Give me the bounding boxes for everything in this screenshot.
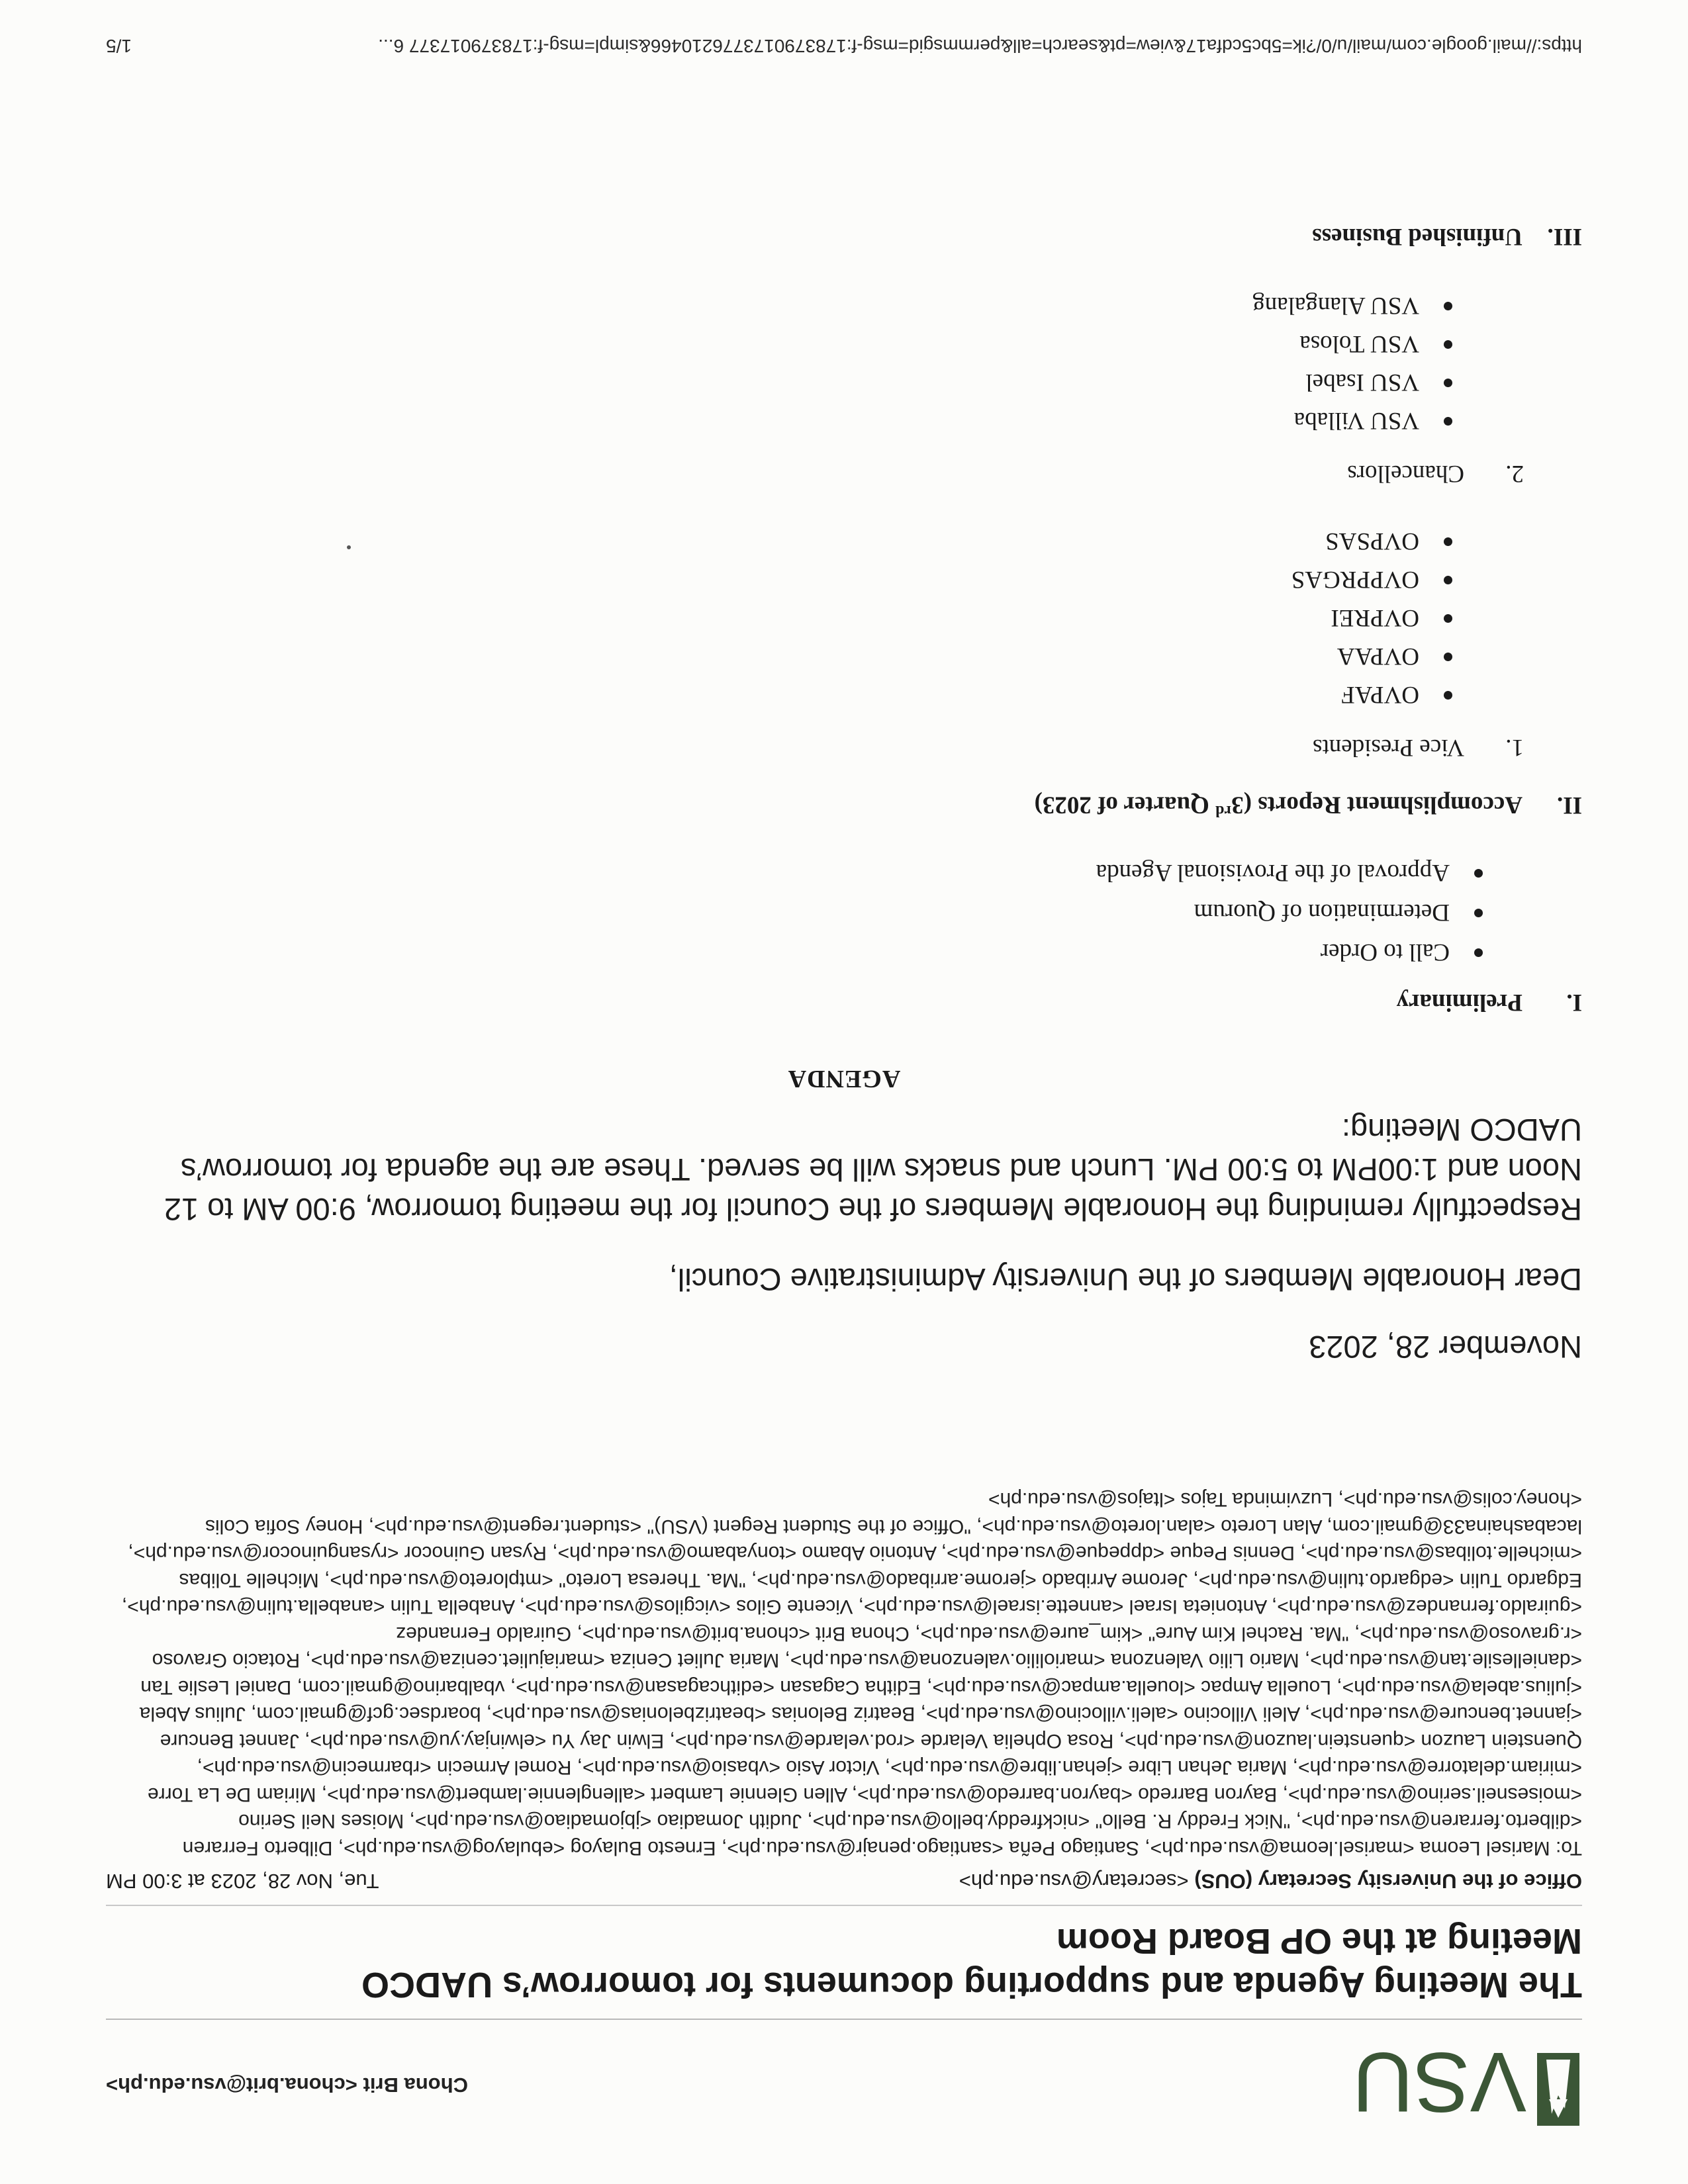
sender-email: <secretary@vsu.edu.ph> [959,1870,1189,1893]
page-url: https://mail.google.com/mail/u/0/?ik=5bc5cdfa17&view=pt&search=all&permmsgid=msg-f:1783790173776210466&simpl=msg-f:178379017377 6... [378,36,1582,56]
section-heading [106,791,1582,819]
subsection-vice-presidents [106,517,1524,762]
section-title-tail: Quarter of 2023) [1034,791,1216,819]
bullet-list [106,847,1582,966]
agenda [106,222,1582,1093]
letter-date: November 28, 2023 [1309,1330,1582,1365]
list-item: OVPAF [106,670,1419,709]
email-subject: The Meeting Agenda and supporting documents for tomorrow’s UADCO Meeting at the OP Board Room [361,1921,1582,2005]
section-heading [106,222,1582,251]
vsu-logo [1344,2045,1582,2138]
subsection-number: 2. [1505,459,1524,487]
sender-name: Office of the University Secretary (OUS) [1194,1870,1582,1893]
subsection-number: 1. [1505,733,1524,761]
section-numeral: II. [1556,792,1582,819]
svg-text:VSU: VSU [1352,2045,1526,2129]
reminder-paragraph: Respectfully reminding the Honorable Members of the Council for the meeting tomorrow, 9:00 AM to 12 Noon and 1:00PM to 5:00 PM. Lunch and snacks will be served. These are the agenda for tomorrow’s UADCO Meeting: [164,1113,1582,1227]
salutation: Dear Honorable Members of the University Administrative Council, [669,1262,1582,1297]
subsection-heading [106,733,1524,762]
subsection-title: Vice Presidents [1313,733,1464,761]
subsection-heading [106,459,1524,488]
agenda-title: AGENDA [787,1065,901,1093]
page-number: 1/5 [106,36,132,56]
list-item: Approval of the Provisional Agenda [106,847,1450,887]
sent-date: Tue, Nov 28, 2023 at 3:00 PM [106,1870,379,1893]
list-item: VSU Villaba [106,396,1419,435]
ordinal-suffix: rd [1215,802,1232,819]
agenda-section-accomplishment-reports [106,281,1582,819]
list-item: VSU Alangalang [106,281,1419,320]
recipient-list: To: Marisel Leoma <marisel.leoma@vsu.edu.ph>, Santiago Peña <santiago.penajr@vsu.edu.ph>, Ernesto Bulayog <ebulayog@vsu.edu.ph>, Dilberto Ferraren <dilberto.ferraren@vsu.edu.ph>, "Nick Freddy R. Bello" <nickfreddy.bello@vsu.edu.ph>, Judith Jomadiao <jbjomadiao@vsu.edu.ph>, Moises Neil Serino <moisesneil.serino@vsu.edu.ph>, Bayron Barredo <bayron.barredo@vsu.edu.ph>, Allen Glennie Lambert <allenglennie.lambert@vsu.edu.ph>, Miriam De La Torre <miriam.delatorre@vsu.edu.ph>, Maria Jehan Libre <jehan.libre@vsu.edu.ph>, Victor Asio <vbasio@vsu.edu.ph>, Romel Armecin <rbarmecin@vsu.edu.ph>, Quenstein Lauzon <quenstein.lauzon@vsu.edu.ph>, Rosa Ophelia Velarde <rod.velarde@vsu.edu.ph>, Elwin Jay Yu <elwinjay.yu@vsu.edu.ph>, Jannet Bencure <jannet.bencure@vsu.edu.ph>, Aleli Villocino <aleli.villocino@vsu.edu.ph>, Beatriz Belonias <beatrizbelonias@vsu.edu.ph>, boardsec.gcf@gmail.com, Julius Abela <julius.abela@vsu.edu.ph>, Louella Ampac <louella.ampac@vsu.edu.ph>, Editha Cagasan <edithcagasan@vsu.edu.ph>, vbalbarino@gmail.com, Daniel Leslie Tan <daniellesile.tan@vsu.edu.ph>, Mario Lilio Valenzona <mariolilio.valenzona@vsu.edu.ph>, Maria Juliet Ceniza <mariajuliet.ceniza@vsu.edu.ph>, Rotacio Gravoso <r.gravoso@vsu.edu.ph>, "Ma. Rachel Kim Aure" <kim_aure@vsu.edu.ph>, Chona Brit <chona.brit@vsu.edu.ph>, Guiraldo Fernandez <guiraldo.fernandez@vsu.edu.ph>, Antonieta Israel <annette.israel@vsu.edu.ph>, Vicente Gilos <vicgilos@vsu.edu.ph>, Anabella Tulin <anabella.tulin@vsu.edu.ph>, Edgardo Tulin <edgardo.tulin@vsu.edu.ph>, Jerome Arribado <jerome.arribado@vsu.edu.ph>, "Ma. Theresa Loreto" <mtploreto@vsu.edu.ph>, Michelle Tolibas <michelle.tolibas@vsu.edu.ph>, Dennis Peque <dppeque@vsu.edu.ph>, Antonio Abamo <tonyabamo@vsu.edu.ph>, Rysan Guinocor <rysanguinocor@vsu.edu.ph>, lacabashaina33@gmail.com, Alan Loreto <alan.loreto@vsu.edu.ph>, "Office of the Student Regent (VSU)" <student.regent@vsu.edu.ph>, Honey Sofia Colis <honey.colis@vsu.edu.ph>, Luzviminda Tajos <ltajos@vsu.edu.ph> [121,1488,1582,1859]
bullet-list [106,517,1524,709]
subsection-chancellors [106,281,1524,488]
print-footer [106,35,1582,56]
account-label: Chona Brit <chona.brit@vsu.edu.ph> [106,2073,468,2097]
agenda-section-preliminary [106,847,1582,1017]
list-item: Determination of Quorum [106,887,1450,927]
list-item: OVPAA [106,632,1419,670]
list-item: Call to Order [106,927,1450,966]
list-item: OVPSAS [106,517,1419,555]
sender-line [106,1869,1582,1893]
subsection-title: Chancellors [1347,459,1464,487]
section-numeral: I. [1566,989,1582,1016]
scan-speck [347,545,351,549]
list-item: OVPPRGAS [106,555,1419,594]
section-title: Unfinished Business [1312,222,1523,250]
list-item: OVPREI [106,594,1419,632]
section-title: Preliminary [1396,989,1523,1016]
email-body [113,1110,1582,1367]
subject-divider [106,2019,1582,2020]
agenda-section-unfinished-business [106,222,1582,251]
vsu-logo-icon [1344,2045,1582,2138]
section-heading [106,988,1582,1017]
bullet-list [106,281,1524,435]
print-header [106,2038,1582,2138]
section-numeral: III. [1547,222,1582,250]
list-item: VSU Tolosa [106,320,1419,358]
message-divider [106,1905,1582,1906]
list-item: VSU Isabel [106,358,1419,396]
section-title: Accomplishment Reports (3 [1231,791,1523,819]
